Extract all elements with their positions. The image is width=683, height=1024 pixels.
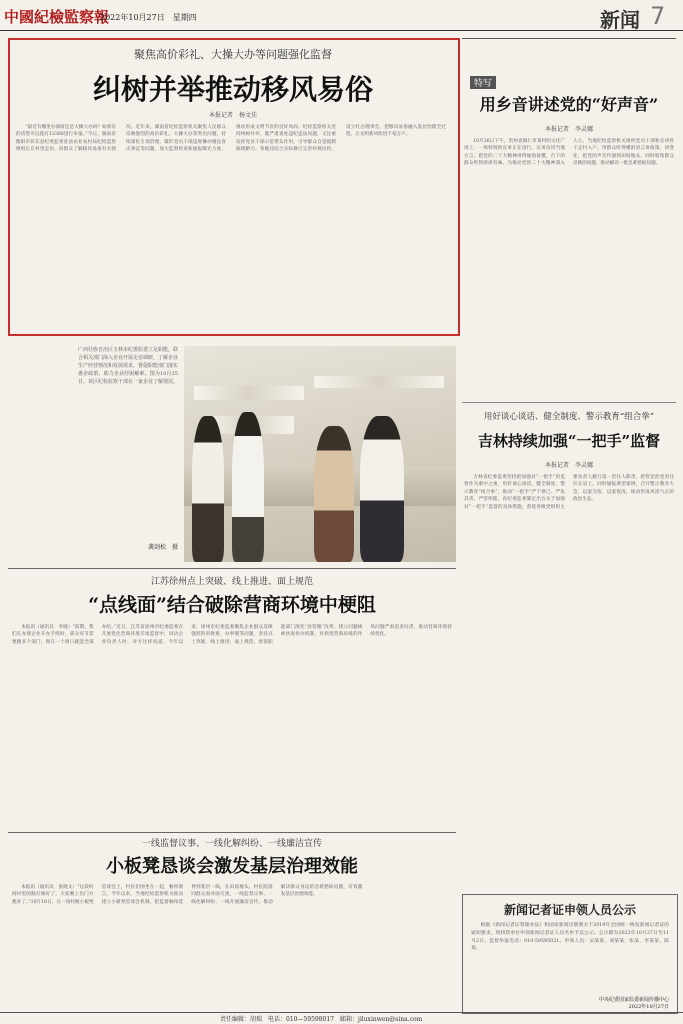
mid-kicker: 江苏徐州点上突破、线上推进、面上规范 (150, 577, 313, 587)
right-mid-byline: 本报记者 李灵娜 (544, 462, 593, 469)
spool-row-2 (314, 376, 444, 388)
news-photo (184, 346, 456, 562)
right-top-title: 用乡音讲述党的“好声音” (479, 95, 659, 114)
worker-figure-4 (360, 416, 404, 562)
page-footer (0, 1012, 683, 1024)
notice-box (462, 894, 678, 1014)
masthead (0, 0, 683, 31)
feature-tag: 特写 (470, 76, 496, 89)
spool-row-1 (194, 386, 304, 400)
lead-body: “最近有哪里办酒席还是大操大办吗？如果有的话您可以拨打12388进行举报。”今日，湖南省衡阳市祁东县纪委监委驻县农业农村局纪检监察组组长在村里走访，向群众了解移风易俗有关情况。近年来，湖南省纪检监察机关聚焦人民群众反映强烈的高价彩礼、大操大办等突出问题，持续深化专项治理，紧盯党员干部违规操办婚丧喜庆事宜等问题，加大监督检查和通报曝光力度，推动形成文明节俭的良好风尚。纪检监察机关坚持纠树并举，既严肃查处违纪违法问题，又注重发挥党员干部示范带头作用，引导群众自觉抵制陈规陋习。各地还结合实际修订完善村规民约，设立红白理事会，把移风易俗融入基层治理全过程，让文明新风吹进千家万户。 (16, 125, 446, 153)
right-mid-body: 吉林省纪委监委坚持把加强对“一把手”的监督作为重中之重，用好谈心谈话、健全制度、警示教育“组合拳”，推动“一把手”严于律己、严负其责、严管所辖。省纪委监委制定出台关于加强对“一把手”监督的具体措施，督促各级党组织主要负责人履行第一责任人职责，把管党治党责任扛在肩上。同时通报典型案例，召开警示教育大会，以案为鉴、以案促改，推动形成风清气正的政治生态。 (464, 475, 674, 510)
bottom-kicker: 一线监督议事、一线化解纠纷、一线廉洁宣传 (141, 839, 322, 849)
right-top-body: 10月26日下午，贵州省铜仁市某村的文化广场上，一场特别的宣讲正在进行。宣讲员用当地方言，把党的二十大精神讲得通俗易懂，台下的群众听得津津有味。为推动党的二十大精神深入人心，当地纪检监察机关组织党员干部和宣讲骨干走村入户，用群众听得懂的语言讲政策、讲变化，把党的声音传递到田间地头，同时收集群众反映的问题，推动解决一批急难愁盼问题。 (464, 139, 674, 167)
right-top-rule (462, 38, 676, 39)
editor-line: 责任编辑：胡瑞 电话：010—59598017 邮箱：jiluxinwen@sina.com (220, 1016, 423, 1023)
photo-caption-text: 广西壮族自治区玉林市纪委监委立足职能，联合相关部门深入企业开展走访调研，了解企业生产经营情况和发展需求，督促职能部门落实惠企政策，助力企业纾困解难。图为10月25日，该区纪检监察干部在一家企业了解情况。 (78, 347, 178, 386)
notice-body: 根据《新闻记者证管理办法》和国家新闻出版署关于2019年全国统一换发新闻记者证的通知要求，现将我单位申领新闻记者证人员名单予以公示。公示期为2022年10月27日至11月2日。监督举报电话：010-59595021。申领人员：吴某某、刘某某、张某、李某某、陈某。 (471, 923, 669, 952)
worker-figure-1 (192, 416, 224, 562)
mid-title: “点线面”结合破除营商环境中梗阻 (88, 594, 376, 616)
notice-date: 2022年10月27日 (628, 1004, 669, 1010)
right-mid-kicker: 用好谈心谈话、健全制度、警示教育“组合拳” (483, 412, 655, 422)
worker-figure-3 (314, 426, 354, 562)
photo-caption (78, 346, 178, 562)
mid-body: 本报讯（通讯员 李晓）“前期，我们在办理企业开办手续时，部分环节需要跑多个部门，现在一个窗口就能全部办结。”近日，江苏省徐州市纪委监委在开展优化营商环境专项监督中，回访企业负责人时，对方这样说道。今年以来，徐州市纪委监委聚焦企业群众反映强烈的审批难、办事慢等问题，坚持点上突破、线上推进、面上规范，督促职能部门深化“放管服”改革，建立问题线索快查快办机制，对损害营商环境的作风问题严肃追责问责，推动营商环境持续优化。 (12, 625, 452, 645)
issue-date: 2022年10月27日 星期四 (100, 13, 197, 22)
bottom-rule (8, 832, 456, 833)
lead-kicker: 聚焦高价彩礼、大操大办等问题强化监督 (134, 48, 332, 61)
lead-title: 纠树并举推动移风易俗 (92, 73, 373, 106)
mid-rule (8, 568, 456, 569)
section-title: 新闻 (600, 8, 640, 32)
right-mid-rule (462, 402, 676, 403)
bottom-body: 本报讯（通讯员 张晓文）“这段时间村里的路灯修好了，大家晚上出门方便多了。”10月18日，在一场村级小板凳恳谈会上，村民们围坐在一起，畅所欲言。今年以来，当地纪检监察机关推动建立小板凳恳谈会机制，把监督触角延伸到基层一线，在田间地头、村民院落同群众面对面交流，一线监督议事、一线化解纠纷、一线开展廉洁宣传，推动解决群众身边的急难愁盼问题，有效激发基层治理效能。 (12, 885, 363, 905)
notice-signer: 中央纪委国家监委新闻传播中心 (598, 997, 669, 1003)
notice-title: 新闻记者证申领人员公示 (503, 903, 636, 917)
right-top-byline: 本报记者 李灵娜 (544, 126, 593, 133)
worker-figure-2 (232, 412, 264, 562)
bottom-title: 小板凳恳谈会激发基层治理效能 (106, 856, 358, 877)
lead-byline: 本报记者 杨文佳 (208, 112, 257, 119)
photo-credit: 龚剑松 摄 (147, 544, 178, 551)
right-mid-title: 吉林持续加强“一把手”监督 (477, 432, 661, 450)
photo-caption-spacer (8, 346, 72, 562)
newspaper-logo: 中國紀檢監察報 (4, 8, 110, 26)
page-number: 7 (650, 2, 666, 30)
